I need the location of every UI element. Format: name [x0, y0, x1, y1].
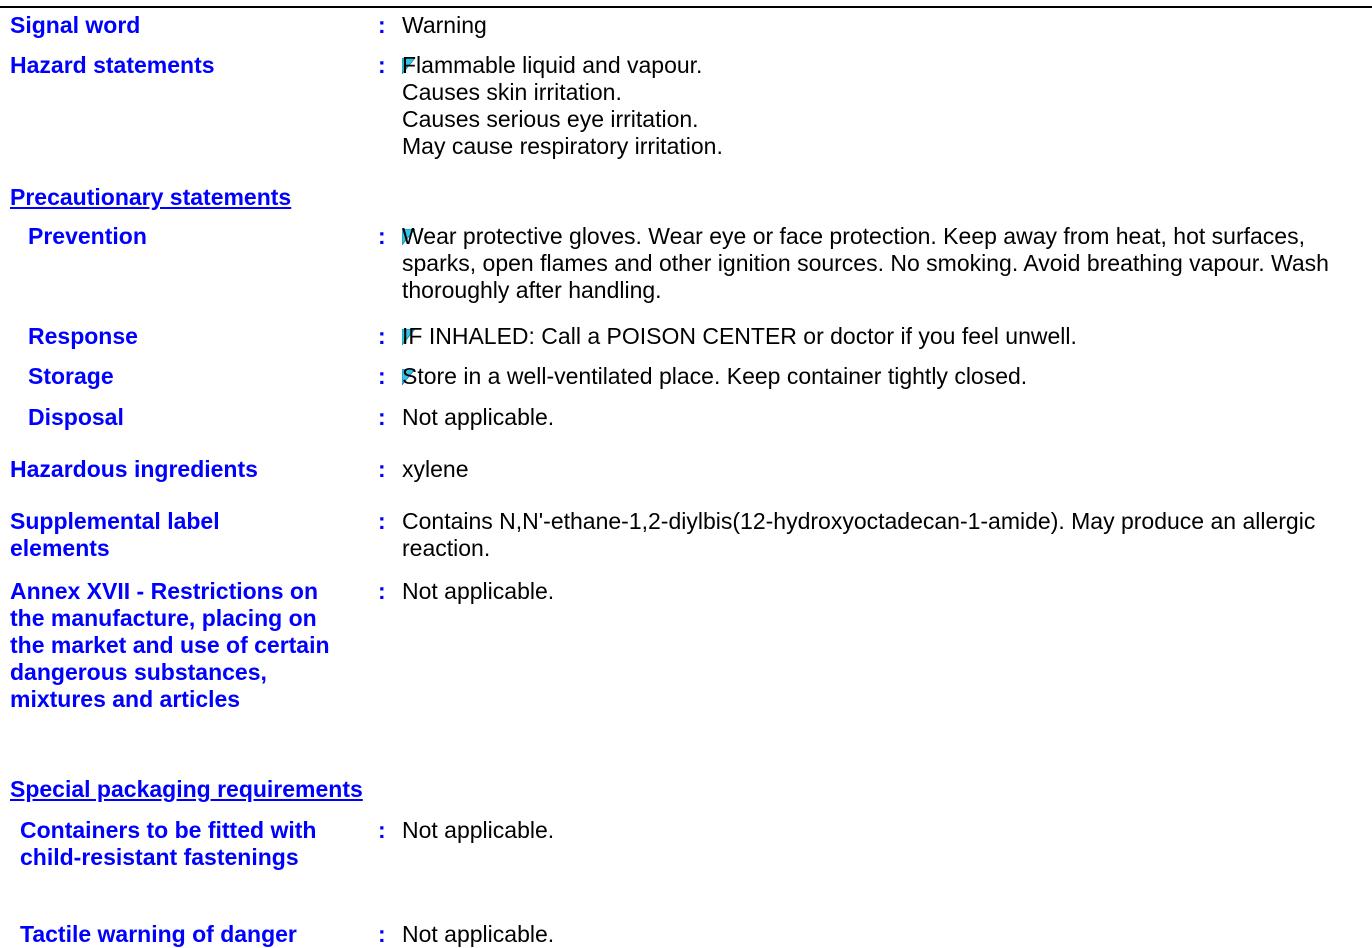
prevention-label: Prevention	[28, 223, 147, 249]
signal-word-colon: :	[378, 12, 386, 38]
storage-label: Storage	[28, 363, 114, 389]
supplemental-value: Contains N,N'-ethane-1,2-diylbis(12-hydroxyoctadecan-1-amide). May produce an allergic reaction.	[402, 508, 1316, 561]
tactile-warning-colon: :	[378, 921, 386, 947]
hazard-statements-value	[402, 52, 1367, 160]
top-divider	[0, 6, 1372, 8]
supplemental-label: Supplemental label elements	[10, 508, 220, 561]
disposal-label: Disposal	[28, 404, 124, 430]
child-resistant-label: Containers to be fitted with child-resistant fastenings	[20, 817, 317, 870]
prevention-colon: :	[378, 223, 386, 249]
annex-xvii-colon: :	[378, 578, 386, 604]
hazardous-ingredients-label: Hazardous ingredients	[10, 456, 258, 482]
prevention-text: Wear protective gloves. Wear eye or face protection. Keep away from heat, hot surfaces, sparks, open flames and other ignition sources. No smoking. Avoid breathing vapour. Wash thoroughly after handling.	[402, 223, 1329, 303]
disposal-colon: :	[378, 404, 386, 430]
tactile-warning-value: Not applicable.	[402, 921, 555, 947]
tactile-warning-label: Tactile warning of danger	[20, 921, 297, 947]
child-resistant-colon: :	[378, 817, 386, 843]
prevention-value	[402, 223, 1347, 304]
storage-value: Store in a well-ventilated place. Keep container tightly closed.	[402, 363, 1028, 389]
signal-word-label: Signal word	[10, 12, 141, 38]
disposal-value: Not applicable.	[402, 404, 555, 430]
annex-xvii-value: Not applicable.	[402, 578, 555, 604]
hazard-statements-colon: :	[378, 52, 386, 78]
precautionary-statements-heading: Precautionary statements	[10, 184, 292, 210]
response-label: Response	[28, 323, 138, 349]
storage-colon: :	[378, 363, 386, 389]
response-value: IF INHALED: Call a POISON CENTER or doctor if you feel unwell.	[402, 323, 1077, 349]
hazard-statements-label: Hazard statements	[10, 52, 215, 78]
special-packaging-heading: Special packaging requirements	[10, 776, 363, 802]
hazard-statement-line: Flammable liquid and vapour.	[402, 52, 703, 78]
hazardous-ingredients-value: xylene	[402, 456, 469, 482]
supplemental-colon: :	[378, 508, 386, 534]
hazard-statement-line: May cause respiratory irritation.	[402, 133, 723, 159]
signal-word-value: Warning	[402, 12, 487, 38]
hazardous-ingredients-colon: :	[378, 456, 386, 482]
hazard-statement-line: Causes skin irritation.	[402, 79, 622, 105]
response-colon: :	[378, 323, 386, 349]
hazard-statement-line: Causes serious eye irritation.	[402, 106, 699, 132]
child-resistant-value: Not applicable.	[402, 817, 555, 843]
annex-xvii-label: Annex XVII - Restrictions on the manufacture, placing on the market and use of certain dangerous substances, mixtures and articles	[10, 578, 330, 712]
